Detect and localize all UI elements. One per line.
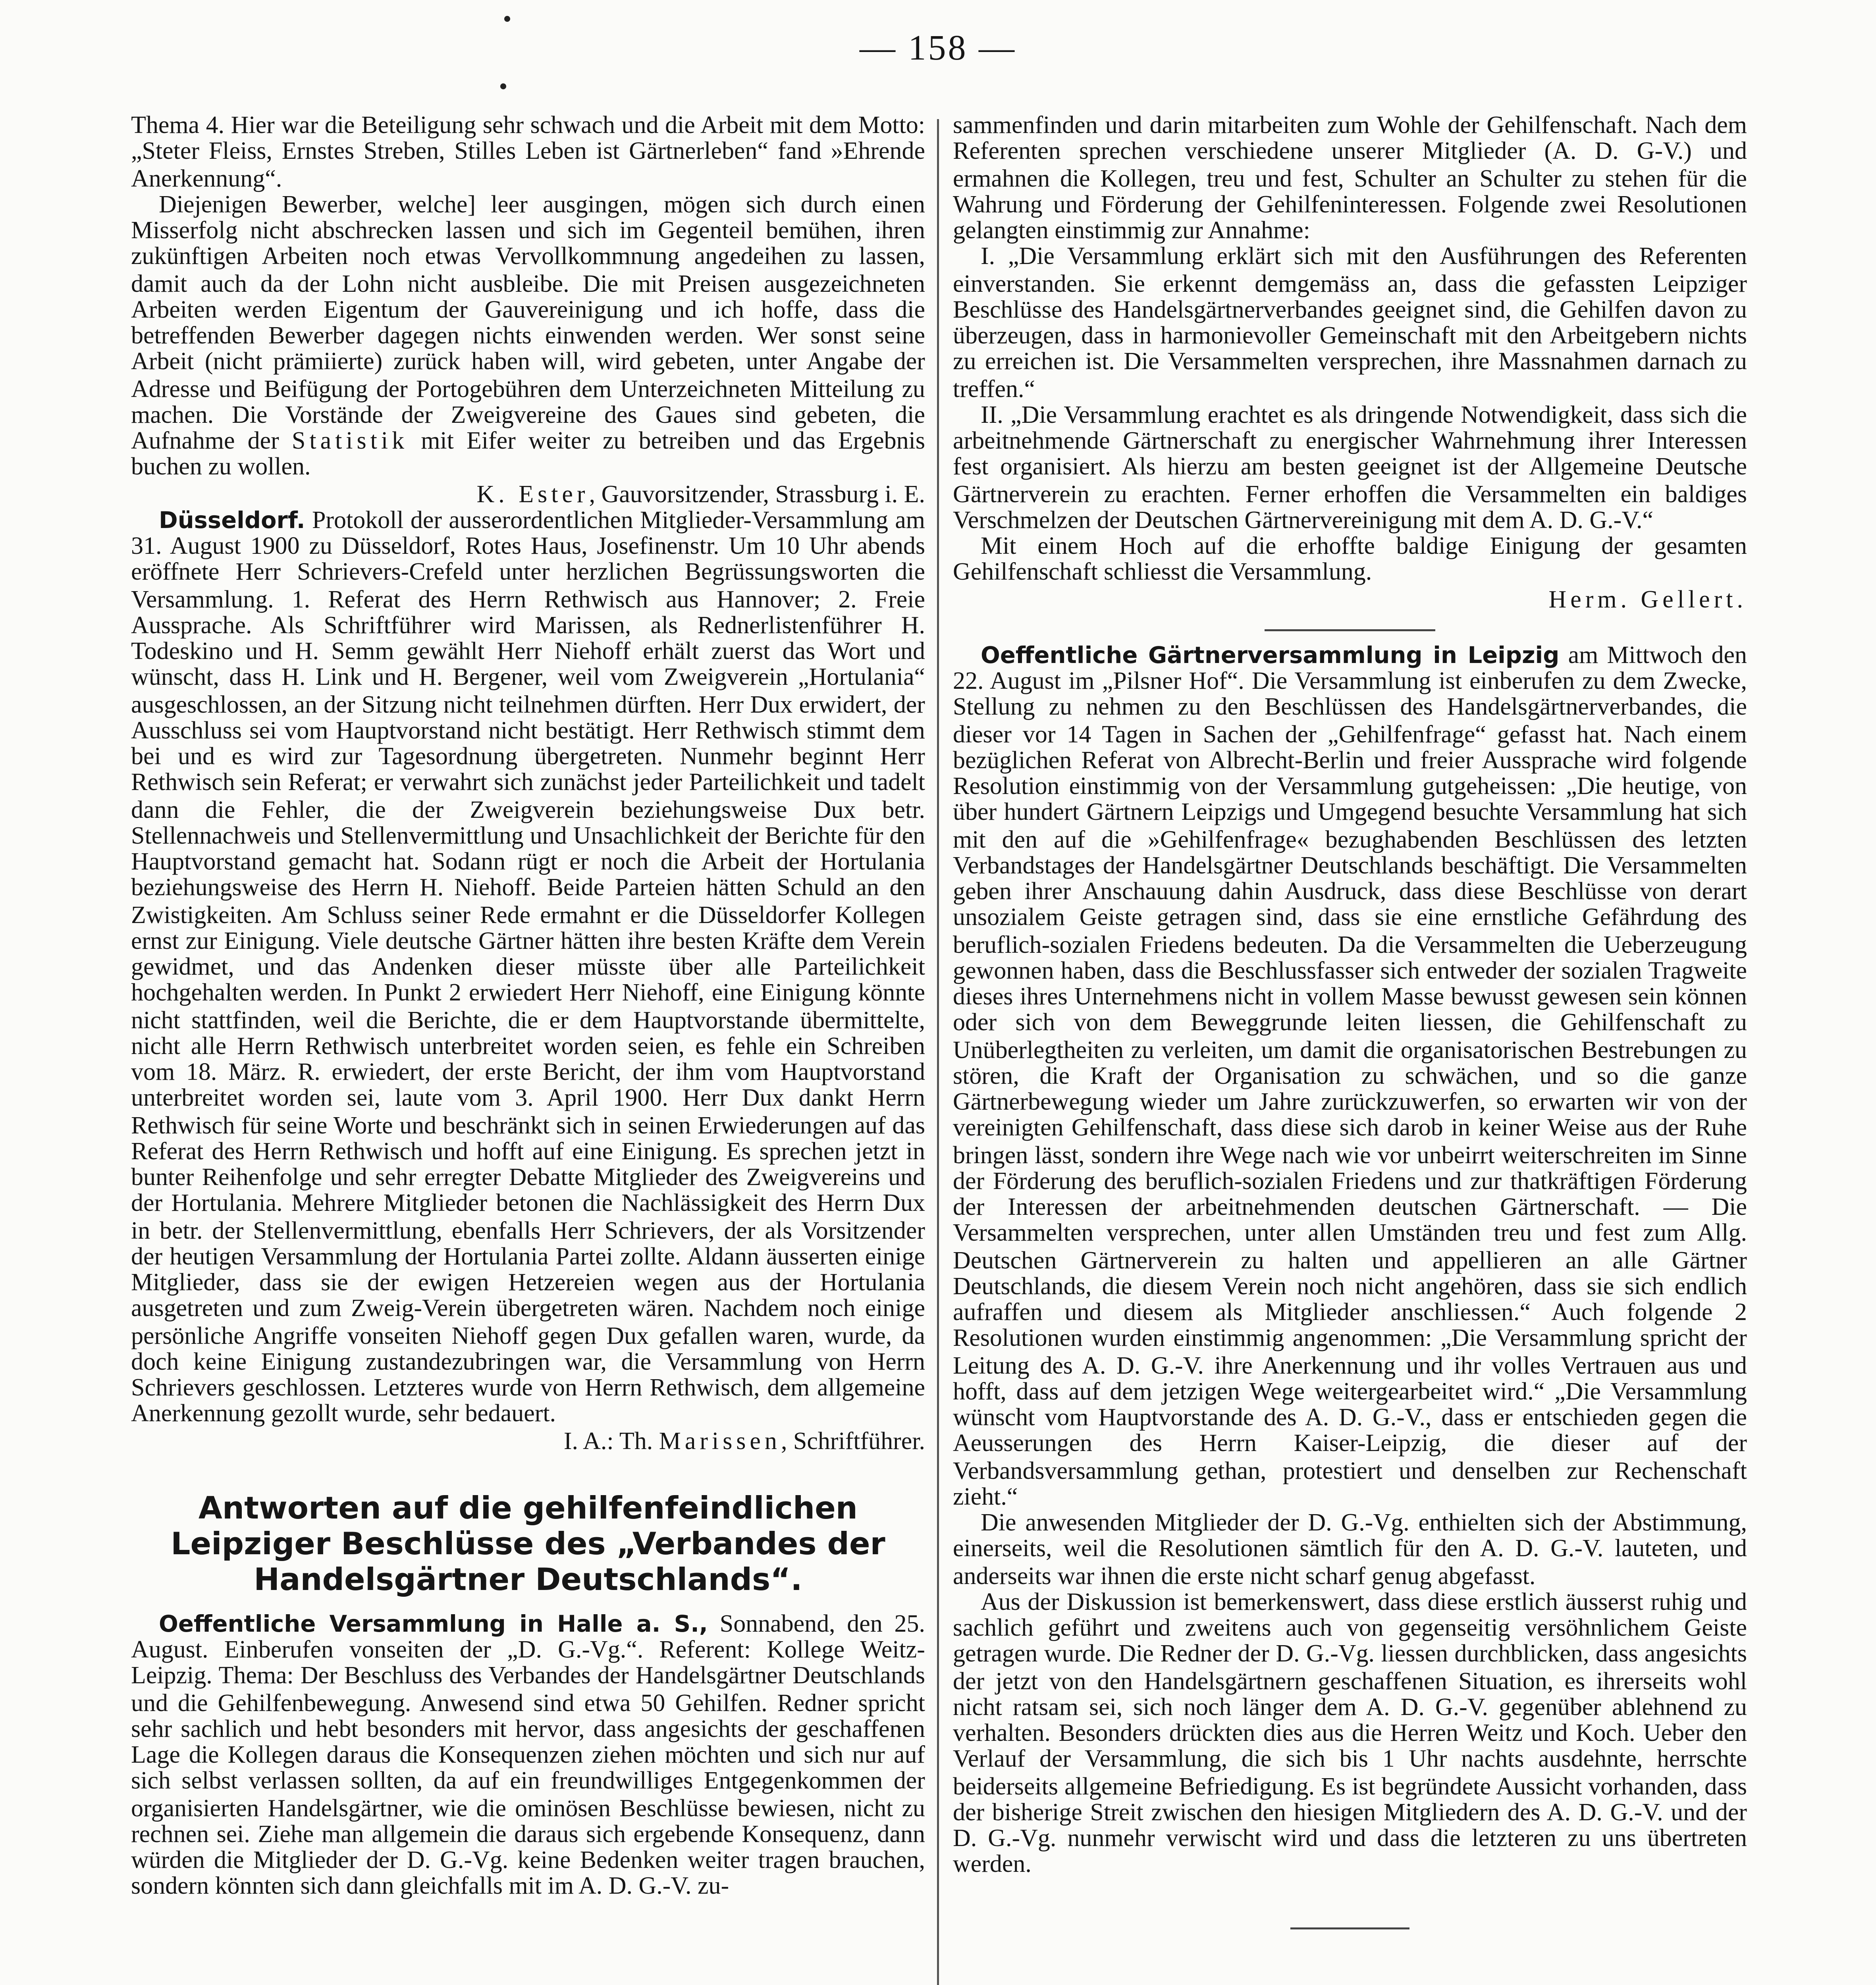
ink-speck: [504, 16, 510, 22]
end-rule: [1290, 1927, 1409, 1929]
closing-paragraph: Mit einem Hoch auf die erhoffte baldige Einigung der gesamten Gehilfenschaft schliesst die Versammlung.: [953, 532, 1747, 586]
resolution-1: I. „Die Versammlung erklärt sich mit den Ausführungen des Referenten einverstanden. Sie erkennt demgemäss an, dass die gefassten Leipziger Beschlüsse des Handelsgärtnerverbandes geeignet sind, die Gehilfen davon zu überzeugen, dass in harmonievoller Gemeinschaft mit den Arbeitgebern nichts zu erreichen ist. Die Versammelten versprechen, ihre Massnahmen darnach zu treffen.“: [953, 243, 1747, 402]
signature-gellert: Herm. Gellert.: [1548, 584, 1747, 613]
abstention-paragraph: Die anwesenden Mitglieder der D. G.-Vg. enthielten sich der Abstimmung, einerseits, weil die Resolutionen sämtlich für den A. D. G.-V. lauteten, und anderseits war ihnen die erste nicht scharf genug abgefasst.: [953, 1509, 1747, 1589]
signature-ester: K. Ester, Gauvorsitzender, Strassburg i. E.: [476, 479, 925, 507]
leipzig-report: Oeffentliche Gärtnerversammlung in Leipzig am Mittwoch den 22. August im „Pilsner Hof“. Die Versammlung ist einberufen zu dem Zwecke, Stellung zu nehmen zu den Beschlüssen des Handelsgärtnerverbandes, die dieser vor 14 Tagen in Sachen der „Gehilfenfrage“ gefasst hat. Nach einem bezüglichen Referat von Albrecht-Berlin und freier Aussprache wird folgende Resolution einstimmig von der Versammlung gutgeheissen: „Die heutige, von über hundert Gärtnern Leipzigs und Umgegend besuchte Versammlung hat sich mit den auf die »Gehilfenfrage« bezughabenden Beschlüssen des letzten Verbandstages der Handelsgärtner Deutschlands beschäftigt. Die Versammelten geben ihrer Anschauung dahin Ausdruck, dass diese Beschlüsse von derart unsozialem Geiste getragen sind, dass sie eine ernstliche Gefährdung des beruflich-sozialen Friedens bedeuten. Da die Versammelten die Ueberzeugung gewonnen haben, dass die Beschlussfasser sich entweder der sozialen Tragweite dieses ihres Unternehmens nicht in vollem Masse bewusst gewesen sein können oder sich von dem Beweggrunde leiten liessen, die Gehilfenschaft zu Unüberlegtheiten zu verleiten, um damit die organisatorischen Bestrebungen zu stören, die Kraft der Organisation zu schwächen, und so die ganze Gärtnerbewegung wieder um Jahre zurückzuwerfen, so erwarten wir von der vereinigten Gehilfenschaft, dass diese sich darob in keiner Weise aus der Ruhe bringen lässt, sondern ihre Wege nach wie vor unbeirrt weiterschreiten im Sinne der Förderung des beruflich-sozialen Friedens und zur thatkräftigen Förderung der Interessen der arbeitnehmenden deutschen Gärtnerschaft. — Die Versammelten versprechen, unter allen Umständen treu und fest zum Allg. Deutschen Gärtnerverein zu halten und appellieren an alle Gärtner Deutschlands, die diesem Verein noch nicht angehören, dass sie sich endlich aufraffen und diesem als Mitglieder anschliessen.“ Auch folgende 2 Resolutionen wurden einstimmig angenommen: „Die Versammlung spricht der Leitung des A. D. G.-V. ihre Anerkennung und ihr volles Vertrauen aus und hofft, dass auf dem jetzigen Wege weitergearbeitet wird.“ „Die Versammlung wünscht vom Hauptvorstande des A. D. G.-V., dass er entschieden gegen die Aeusserungen des Herrn Kaiser-Leipzig, die dieser auf der Verbandsversammlung gethan, protestiert und denselben zur Rechenschaft zieht.“: [953, 640, 1747, 1510]
bewerber-paragraph: Diejenigen Bewerber, welche] leer ausgingen, mögen sich durch einen Misserfolg nicht abschrecken lassen und sich im Gegenteil bemühen, ihren zukünftigen Arbeiten noch etwas Vervollkommnung angedeihen zu lassen, damit auch da der Lohn nicht ausbleibe. Die mit Preisen ausgezeichneten Arbeiten werden Eigentum der Gauvereinigung und ich hoffe, dass die betreffenden Bewerber dagegen nichts einwenden werden. Wer sonst seine Arbeit (nicht prämiierte) zurück haben will, wird gebeten, unter Angabe der Adresse und Beifügung der Portogebühren dem Unterzeichneten Mitteilung zu machen. Die Vorstände der Zweigvereine des Gaues sind gebeten, die Aufnahme der Statistik mit Eifer weiter zu betreiben und das Ergebnis buchen zu wollen.: [131, 190, 925, 481]
left-column: [131, 113, 925, 1901]
column-divider: [937, 119, 939, 1985]
halle-continuation: sammenfinden und darin mitarbeiten zum Wohle der Gehilfenschaft. Nach dem Referenten sprechen verschiedene unserer Mitglieder (A. D. G-V.) und ermahnen die Kollegen, treu und fest, Schulter an Schulter zu stehen für die Wahrung und Förderung der Gehilfeninteressen. Folgende zwei Resolutionen gelangten einstimmig zur Annahme:: [953, 111, 1747, 244]
resolution-2: II. „Die Versammlung erachtet es als dringende Notwendigkeit, dass sich die arbeitnehmende Gärtnerschaft zu energischer Wahrnehmung ihrer Interessen fest organisiert. Als hierzu am besten geeignet ist der Allgemeine Deutsche Gärtnerverein zu erachten. Ferner erhoffen die Versammelten ein baldiges Verschmelzen der Deutschen Gärtnervereinigung mit dem A. D. G.-V.“: [953, 400, 1747, 534]
thema-4-paragraph: Thema 4. Hier war die Beteiligung sehr schwach und die Arbeit mit dem Motto: „Steter Fleiss, Ernstes Streben, Stilles Leben ist Gärtnerleben“ fand »Ehrende Anerkennung“.: [131, 111, 925, 192]
ink-speck: [500, 83, 506, 89]
section-divider: [1265, 629, 1435, 631]
signature-marissen: I. A.: Th. Marissen, Schriftführer.: [563, 1426, 925, 1454]
duesseldorf-report: Düsseldorf. Protokoll der ausserordentlichen Mitglieder-Versammlung am 31. August 1900 zu Düsseldorf, Rotes Haus, Josefinenstr. Um 10 Uhr abends eröffnete Herr Schrievers-Crefeld unter herzlichen Begrüssungsworten die Versammlung. 1. Referat des Herrn Rethwisch aus Hannover; 2. Freie Aussprache. Als Schriftführer wird Marissen, als Rednerlistenführer H. Todeskino und H. Semm gewählt Herr Niehoff erhält zuerst das Wort und wünscht, dass H. Link und H. Bergener, weil vom Zweigverein „Hortulania“ ausgeschlossen, an der Sitzung nicht teilnehmen dürften. Herr Dux erwidert, der Ausschluss sei vom Hauptvorstand nicht bestätigt. Herr Rethwisch stimmt dem bei und es wird zur Tagesordnung übergetreten. Nunmehr beginnt Herr Rethwisch sein Referat; er verwahrt sich zunächst jeder Parteilichkeit und tadelt dann die Fehler, die der Zweigverein beziehungsweise Dux betr. Stellennachweis und Stellenvermittlung und Unsachlichkeit der Berichte für den Hauptvorstand gemacht hat. Sodann rügt er noch die Arbeit der Hortulania beziehungsweise des Herrn H. Niehoff. Beide Parteien hätten Schuld an den Zwistigkeiten. Am Schluss seiner Rede ermahnt er die Düsseldorfer Kollegen ernst zur Einigung. Viele deutsche Gärtner hätten ihre besten Kräfte dem Verein gewidmet, und das Andenken dieser müsste über alle Parteilichkeit hochgehalten werden. In Punkt 2 erwiedert Herr Niehoff, eine Einigung könnte nicht stattfinden, weil die Berichte, die er dem Hauptvorstande übermittelte, nicht alle Herrn Rethwisch unterbreitet worden seien, es fehle ein Schreiben vom 18. März. R. erwiedert, der erste Bericht, der ihm vom Hauptvorstand unterbreitet worden sei, laute vom 3. April 1900. Herr Dux dankt Herrn Rethwisch für seine Worte und beschränkt sich in seinen Erwiederungen auf das Referat des Herrn Rethwisch und hofft auf eine Einigung. Es sprechen jetzt in bunter Reihenfolge und sehr erregter Debatte Mitglieder des Zweigvereins und der Hortulania. Mehrere Mitglieder betonen die Nachlässigkeit des Herrn Dux in betr. der Stellenvermittlung, ebenfalls Herr Schrievers, der als Vorsitzender der heutigen Versammlung der Hortulania Partei zollte. Aldann äusserten einige Mitglieder, dass sie der ewigen Hetzereien wegen aus der Hortulania ausgetreten und zum Zweig-Verein übergetreten wären. Nachdem noch einige persönliche Angriffe vonseiten Niehoff gegen Dux gefallen waren, wurde, da doch keine Einigung zustandezubringen war, die Versammlung von Herrn Schrievers geschlossen. Letzteres wurde von Herrn Rethwisch, dem allgemeine Anerkennung gezollt wurde, sehr bedauert.: [131, 505, 925, 1428]
right-column: [953, 113, 1747, 1929]
halle-report: Oeffentliche Versammlung in Halle a. S., Sonnabend, den 25. August. Einberufen vonseiten der „D. G.-Vg.“. Referent: Kollege Weitz-Leipzig. Thema: Der Beschluss des Verbandes der Handelsgärtner Deutschlands und die Gehilfenbewegung. Anwesend sind etwa 50 Gehilfen. Redner spricht sehr sachlich und hebt besonders mit hervor, dass angesichts der geschaffenen Lage die Kollegen daraus die Konsequenzen ziehen möchten und sich nur auf sich selbst verlassen sollten, da auf ein freundwilliges Entgegenkommen der organisierten Handelsgärtner, wie die ominösen Beschlüsse bewiesen, nicht zu rechnen sei. Ziehe man allgemein die daraus sich ergebende Konsequenz, dann würden die Mitglieder der D. G.-Vg. keine Bedenken weiter tragen brauchen, sondern könnten sich dann gleichfalls mit im A. D. G.-V. zu-: [131, 1609, 925, 1900]
section-heading: Antworten auf die gehilfenfeindlichen Leipziger Beschlüsse des „Verbandes der Handelsgärtner Deutschlands“.: [171, 1490, 885, 1598]
discussion-paragraph: Aus der Diskussion ist bemerkenswert, dass diese erstlich äusserst ruhig und sachlich geführt und zweitens auch von gegenseitig versöhnlichem Geiste getragen wurde. Die Redner der D. G.-Vg. liessen durchblicken, dass angesichts der jetzt von den Handelsgärtnern geschaffenen Situation, es ihrerseits wohl nicht ratsam sei, sich noch länger dem A. D. G.-V. gegenüber ablehnend zu verhalten. Besonders drückten dies aus die Herren Weitz und Koch. Ueber den Verlauf der Versammlung, die sich bis 1 Uhr nachts ausdehnte, herrschte beiderseits allgemeine Befriedigung. Es ist begründete Aussicht vorhanden, dass der bisherige Streit zwischen den hiesigen Mitgliedern des A. D. G.-V. und der D. G.-Vg. nunmehr verwischt wird und dass die letzteren zu uns übertreten werden.: [953, 1587, 1747, 1879]
page-number: — 158 —: [860, 28, 1016, 67]
